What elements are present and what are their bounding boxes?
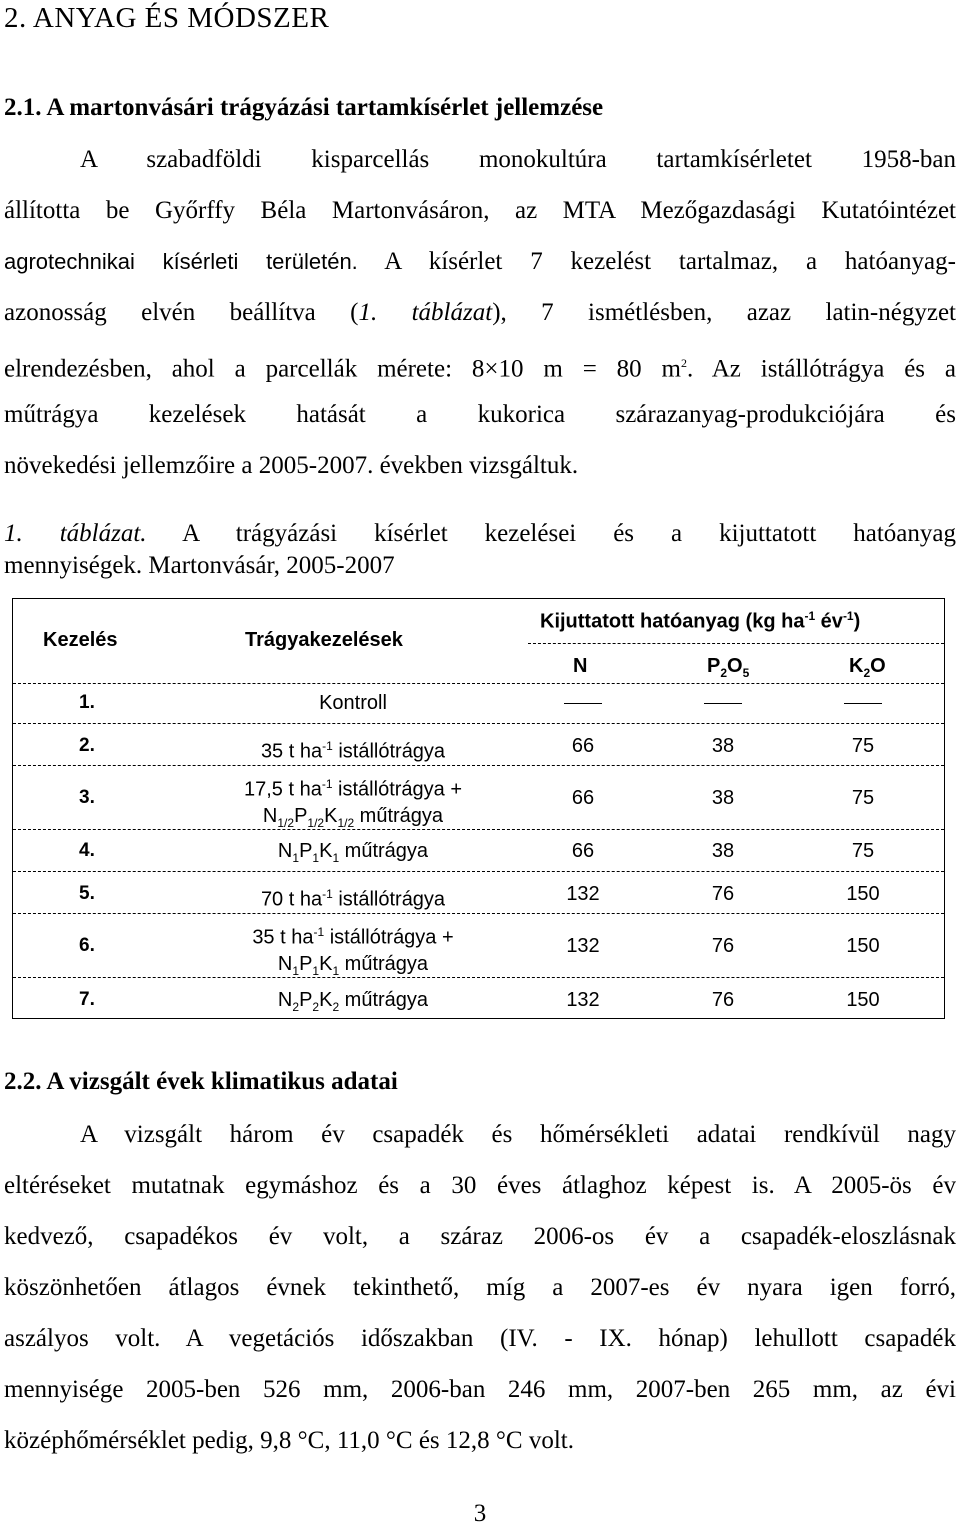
row-divider-0 bbox=[13, 683, 944, 684]
para1-line3 bbox=[4, 236, 956, 287]
row6-treatment bbox=[193, 919, 513, 984]
header-p2o5 bbox=[707, 655, 749, 680]
para1-line4c: ), 7 ismétlésben, azaz latin-négyzet bbox=[492, 299, 956, 326]
row4-n-val: 66 bbox=[571, 840, 595, 862]
h-p-sub: 2 bbox=[720, 666, 728, 680]
para1-line5-sup: 2 bbox=[680, 356, 687, 370]
row3-n-sub: 1/2 bbox=[277, 815, 295, 830]
row6-n-sub: 1 bbox=[292, 963, 300, 978]
subsection-title-1: 2.1. A martonvásári trágyázási tartamkísérlet jellemzése bbox=[4, 94, 604, 121]
row3-p-val: 38 bbox=[711, 787, 735, 809]
paragraph-2 bbox=[4, 1109, 956, 1466]
row3-num: 3. bbox=[79, 787, 95, 808]
para1-line6: műtrágya kezelések hatását a kukorica szárazanyag-produkciójára és bbox=[4, 401, 956, 428]
h-o: O bbox=[727, 655, 743, 677]
row-divider-2 bbox=[13, 765, 944, 766]
para1-line5 bbox=[4, 338, 956, 389]
row5-num: 5. bbox=[79, 883, 95, 904]
row5-t-sup: -1 bbox=[322, 887, 333, 901]
row3-n-val: 66 bbox=[571, 787, 595, 809]
header-kij-mid: év bbox=[815, 610, 843, 633]
row3-t-l1sup: -1 bbox=[321, 777, 333, 791]
row4-p-val: 38 bbox=[711, 840, 735, 862]
row7-n: N bbox=[277, 989, 293, 1011]
row2-k: 75 bbox=[851, 735, 875, 757]
para2-line7: középhőmérséklet pedig, 9,8 °C, 11,0 °C és 12,8 °C volt. bbox=[4, 1427, 574, 1454]
subsection-title-2: 2.2. A vizsgált évek klimatikus adatai bbox=[4, 1068, 398, 1095]
row3-treatment bbox=[193, 771, 513, 836]
header-divider bbox=[528, 643, 944, 644]
row5-treatment bbox=[193, 881, 513, 913]
row4-k: K bbox=[319, 840, 333, 862]
row6-t-l1b: istállótrágya + bbox=[324, 926, 454, 949]
row6-k-val: 150 bbox=[846, 935, 880, 957]
row6-p-val: 76 bbox=[711, 935, 735, 957]
para1-line5a: elrendezésben, ahol a parcellák mérete: 8×10 m = 80 m bbox=[4, 355, 681, 383]
row5-p-val: 76 bbox=[711, 883, 735, 905]
header-kij-text: Kijuttatott hatóanyag (kg ha bbox=[540, 610, 805, 633]
row2-t-a: 35 t ha bbox=[260, 740, 323, 763]
row7-num: 7. bbox=[79, 989, 95, 1010]
row6-t-l1sup: -1 bbox=[313, 925, 325, 939]
row5-k-val: 150 bbox=[846, 883, 880, 905]
row3-p: P bbox=[294, 804, 308, 827]
row6-p: P bbox=[299, 952, 313, 975]
para1-line4 bbox=[4, 287, 956, 338]
para1-line3b: A kísérlet 7 kezelést tartalmaz, a hatóanyag- bbox=[384, 248, 956, 275]
para2-line4: köszönhetően átlagos évnek tekinthető, míg a 2007-es év nyara igen forró, bbox=[4, 1274, 956, 1301]
row-divider-3 bbox=[13, 829, 944, 830]
row4-p: P bbox=[299, 840, 313, 862]
page-number: 3 bbox=[473, 1500, 487, 1527]
para2-line1: A vizsgált három év csapadék és hőmérsékleti adatai rendkívül nagy bbox=[80, 1121, 956, 1148]
row2-n: 66 bbox=[571, 735, 595, 757]
row3-t-line1 bbox=[193, 771, 513, 803]
row5-t-a: 70 t ha bbox=[260, 888, 323, 911]
caption-text: A trágyázási kísérlet kezelései és a kijuttatott hatóanyag bbox=[182, 520, 956, 547]
row4-num: 4. bbox=[79, 840, 95, 861]
para1-line2: állította be Győrffy Béla Martonvásáron, az MTA Mezőgazdasági Kutatóintézet bbox=[4, 197, 956, 224]
row4-n: N bbox=[277, 840, 293, 862]
para1-line3a: agrotechnikai kísérleti területén. bbox=[4, 249, 358, 274]
h-k-sub: 2 bbox=[863, 666, 871, 680]
row3-n: N bbox=[262, 804, 278, 827]
row6-k-sub: 1 bbox=[332, 963, 340, 978]
row1-k bbox=[803, 692, 923, 715]
row3-k-val: 75 bbox=[851, 787, 875, 809]
h-p: P bbox=[707, 655, 721, 677]
row6-t-line2 bbox=[193, 951, 513, 984]
row4-k-sub: 1 bbox=[332, 851, 340, 865]
row7-k-sub: 2 bbox=[332, 1000, 340, 1014]
para2-line5: aszályos volt. A vegetációs időszakban (IV. - IX. hónap) lehullott csapadék bbox=[4, 1325, 956, 1352]
row6-k: K bbox=[319, 952, 333, 975]
para2-line3: kedvező, csapadékos év volt, a száraz 2006-os év a csapadék-eloszlásnak bbox=[4, 1223, 956, 1250]
row-divider-1 bbox=[13, 723, 944, 724]
row7-n-sub: 2 bbox=[292, 1000, 300, 1014]
row3-t-l1b: istállótrágya + bbox=[332, 778, 463, 801]
table-caption bbox=[4, 518, 956, 582]
row3-t-l2end: műtrágya bbox=[354, 804, 444, 827]
table-ref: 1. táblázat bbox=[358, 299, 493, 326]
section-title: 2. ANYAG ÉS MÓDSZER bbox=[4, 2, 330, 34]
row7-k: K bbox=[319, 989, 333, 1011]
row3-t-l1a: 17,5 t ha bbox=[243, 778, 322, 801]
row7-p-sub: 2 bbox=[312, 1000, 320, 1014]
row3-t-line2 bbox=[193, 803, 513, 836]
row-divider-6 bbox=[13, 977, 944, 978]
paragraph-1 bbox=[4, 134, 956, 491]
row-divider-5 bbox=[13, 913, 944, 914]
row7-p: P bbox=[299, 989, 313, 1011]
treatments-table bbox=[12, 598, 945, 1019]
row2-t-sup: -1 bbox=[322, 739, 333, 753]
header-kezeles: Kezelés bbox=[43, 629, 118, 651]
row-divider-4 bbox=[13, 871, 944, 872]
row7-treatment bbox=[193, 987, 513, 1020]
row6-n-val: 132 bbox=[566, 935, 600, 957]
row5-n-val: 132 bbox=[566, 883, 600, 905]
caption-number: 1. táblázat. bbox=[4, 520, 147, 547]
row6-p-sub: 1 bbox=[312, 963, 320, 978]
row4-t-end: műtrágya bbox=[339, 840, 429, 862]
row7-t-end: műtrágya bbox=[339, 989, 429, 1011]
row6-t-line1 bbox=[193, 919, 513, 951]
para1-line5b: . Az istállótrágya és a bbox=[686, 355, 956, 383]
header-kij-sup1: -1 bbox=[804, 609, 816, 623]
row1-num: 1. bbox=[79, 692, 95, 713]
row2-t-b: istállótrágya bbox=[332, 740, 446, 763]
header-kij-end: ) bbox=[853, 610, 861, 633]
row4-p-sub: 1 bbox=[312, 851, 320, 865]
row6-t-l1a: 35 t ha bbox=[252, 926, 314, 949]
header-kijuttatott bbox=[540, 609, 860, 634]
para1-line1: A szabadföldi kisparcellás monokultúra tartamkísérletet 1958-ban bbox=[80, 146, 956, 173]
row6-t-l2end: műtrágya bbox=[339, 952, 429, 975]
row4-treatment bbox=[193, 838, 513, 871]
row2-treatment bbox=[193, 733, 513, 765]
row2-p: 38 bbox=[711, 735, 735, 757]
header-tragyakezelesek: Trágyakezelések bbox=[245, 629, 403, 651]
row1-p bbox=[663, 692, 783, 715]
para2-line6: mennyisége 2005-ben 526 mm, 2006-ban 246 mm, 2007-ben 265 mm, az évi bbox=[4, 1376, 956, 1403]
header-k2o bbox=[849, 655, 886, 680]
header-n: N bbox=[573, 655, 588, 677]
h-k: K bbox=[849, 655, 864, 677]
h-o-sub: 5 bbox=[742, 666, 750, 680]
row7-n-val: 132 bbox=[566, 989, 600, 1011]
row3-k: K bbox=[324, 804, 338, 827]
para1-line7: növekedési jellemzőire a 2005-2007. években vizsgáltuk. bbox=[4, 452, 579, 479]
caption-line2: mennyiségek. Martonvásár, 2005-2007 bbox=[4, 552, 395, 579]
header-kij-sup2: -1 bbox=[842, 609, 854, 623]
row3-p-sub: 1/2 bbox=[307, 815, 325, 830]
para2-line2: eltéréseket mutatnak egymáshoz és a 30 éves átlaghoz képest is. A 2005-ös év bbox=[4, 1172, 956, 1199]
h-k2o-o: O bbox=[870, 655, 886, 677]
row2-num: 2. bbox=[79, 735, 95, 756]
row1-n bbox=[523, 692, 643, 715]
row7-k-val: 150 bbox=[846, 989, 880, 1011]
row3-k-sub: 1/2 bbox=[337, 815, 355, 830]
row1-treatment: Kontroll bbox=[319, 692, 387, 714]
row6-n: N bbox=[277, 952, 293, 975]
caption-line1 bbox=[4, 518, 956, 550]
row6-num: 6. bbox=[79, 935, 95, 956]
row5-t-b: istállótrágya bbox=[332, 888, 446, 911]
row4-k-val: 75 bbox=[851, 840, 875, 862]
para1-line4a: azonosság elvén beállítva ( bbox=[4, 299, 359, 326]
row7-p-val: 76 bbox=[711, 989, 735, 1011]
row4-n-sub: 1 bbox=[292, 851, 300, 865]
